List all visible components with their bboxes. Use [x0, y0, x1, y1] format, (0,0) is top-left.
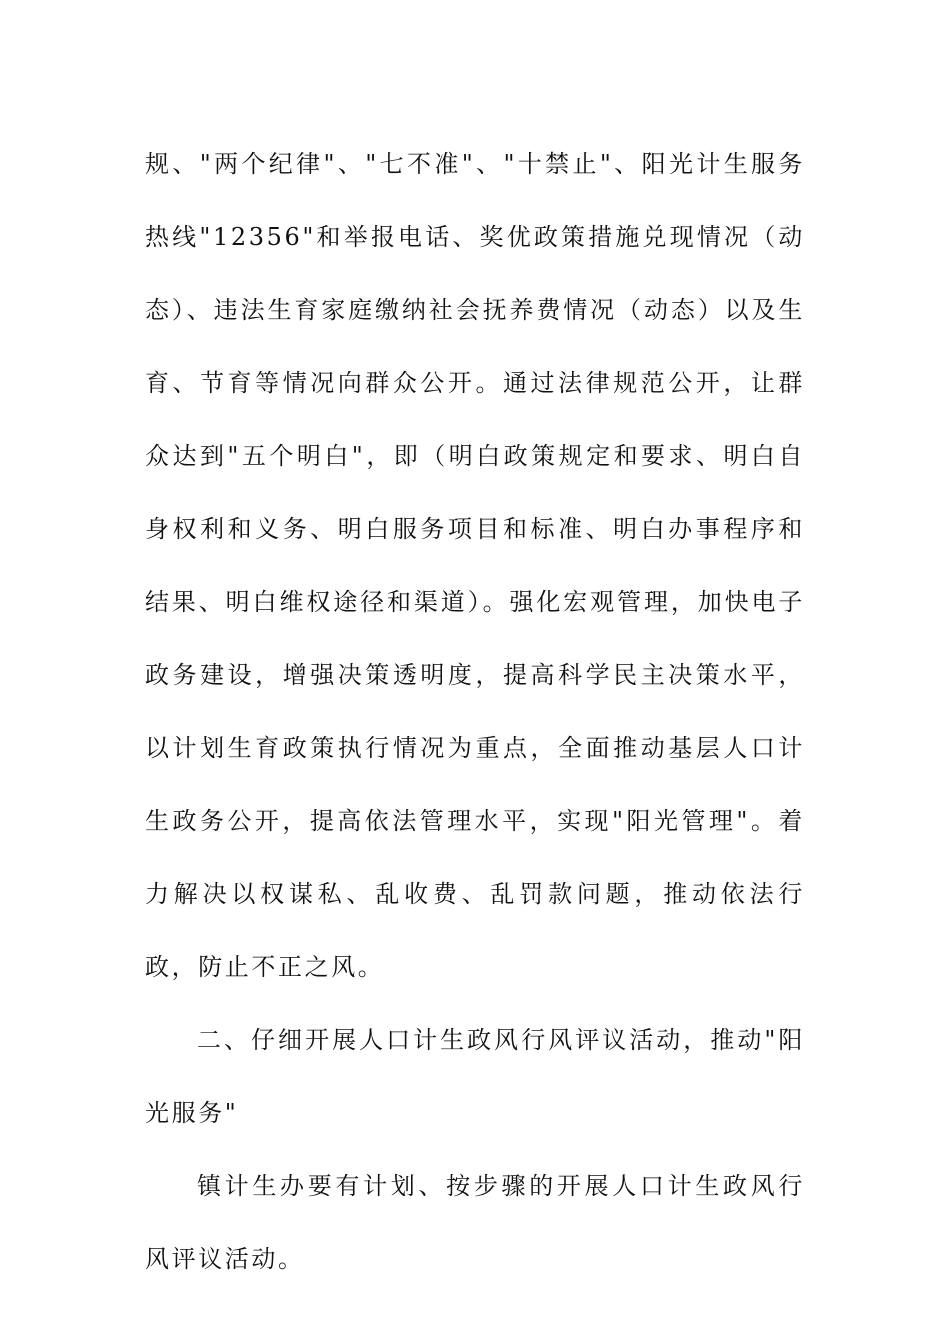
paragraph-body: 镇计生办要有计划、按步骤的开展人口计生政风行风评议活动。 — [145, 1172, 805, 1273]
paragraph-body-continued: 规、"两个纪律"、"七不准"、"十禁止"、阳光计生服务热线"12356"和举报电话、奖优政策措施兑现情况（动态）、违法生育家庭缴纳社会抚养费情况（动态）以及生育、节育等情况向群众公开。通过法律规范公开，让群众达到"五个明白"，即（明白政策规定和要求、明白自身权利和义务、明白服务项目和标准、明白办事程序和结果、明白维权途径和渠道）。强化宏观管理，加快电子政务建设，增强决策透明度，提高科学民主决策水平，以计划生育政策执行情况为重点，全面推动基层人口计生政务公开，提高依法管理水平，实现"阳光管理"。着力解决以权谋私、乱收费、乱罚款问题，推动依法行政，防止不正之风。 — [145, 150, 805, 981]
document-page — [145, 128, 805, 1296]
section-heading-two: 二、仔细开展人口计生政风行风评议活动，推动"阳光服务" — [145, 1026, 805, 1127]
